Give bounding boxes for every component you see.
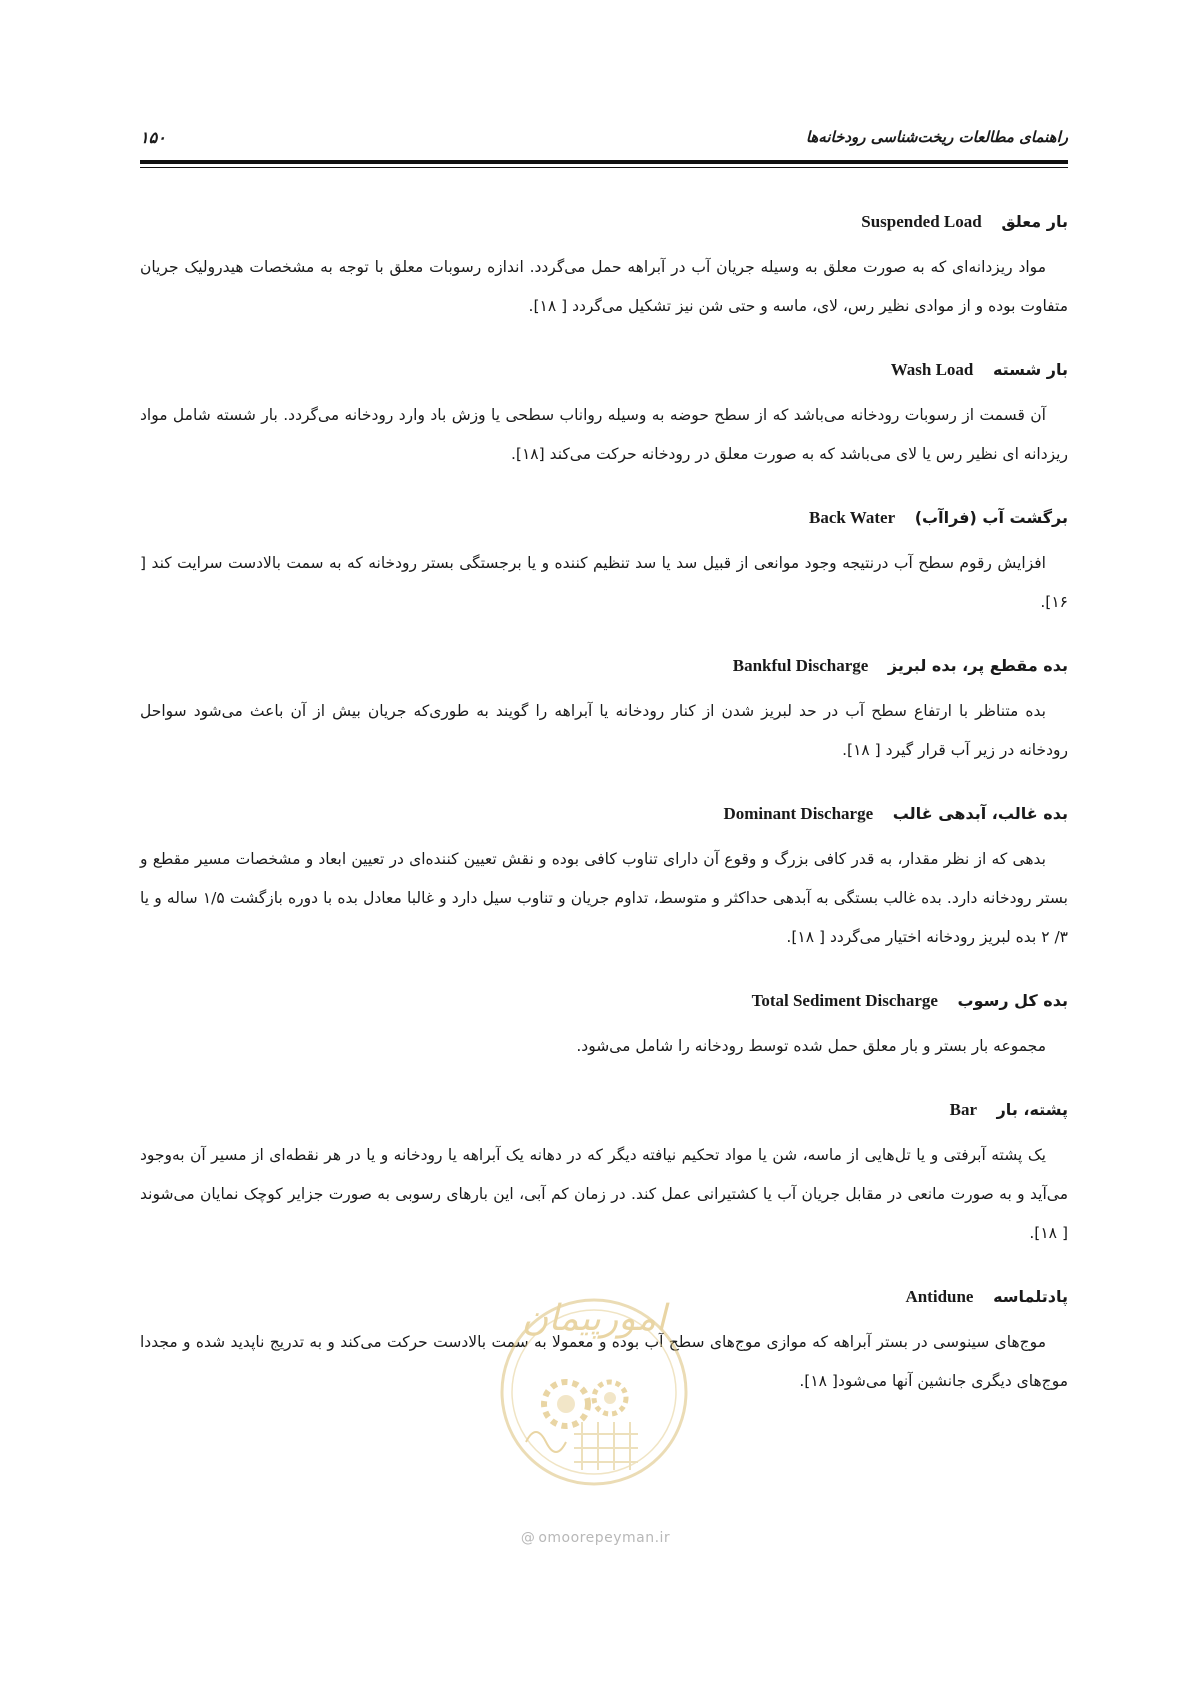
term-persian: بده کل رسوب	[957, 991, 1068, 1010]
watermark-url	[0, 1530, 1191, 1546]
glossary-entry	[140, 206, 1068, 326]
glossary-entry	[140, 985, 1068, 1066]
entry-heading	[140, 798, 1068, 830]
entry-heading	[140, 985, 1068, 1017]
page-header	[140, 128, 1068, 152]
entry-heading	[140, 354, 1068, 386]
entry-definition: یک پشته آبرفتی و یا تل‌هایی از ماسه، شن یا مواد تحکیم نیافته دیگر که در دهانه یک آبراهه یا رودخانه و یا در هر نقطه‌ای از مسیر آن به‌وجود می‌آید و به صورت مانعی در مقابل جریان آب یا کشتیرانی عمل کند. در زمان کم آبی، این بارهای رسوبی به صورت جزایر کوچک نمایان می‌شوند [ ۱۸].	[140, 1146, 1068, 1242]
term-english: Dominant Discharge	[723, 804, 874, 823]
header-rule-thick	[140, 160, 1068, 164]
entry-definition: آن قسمت از رسوبات رودخانه می‌باشد که از سطح حوضه به وسیله رواناب سطحی یا وزش باد وارد رودخانه می‌گردد. بار شسته شامل مواد ریزدانه ای نظیر رس یا لای می‌باشد که به صورت معلق در رودخانه حرکت می‌کند [۱۸].	[140, 406, 1068, 463]
term-english: Bar	[949, 1100, 978, 1119]
glossary-entry	[140, 354, 1068, 474]
entry-heading	[140, 502, 1068, 534]
term-english: Total Sediment Discharge	[751, 991, 938, 1010]
term-persian: بده غالب، آبدهی غالب	[892, 804, 1068, 823]
watermark-logo-text: امورپیمان	[521, 1298, 667, 1339]
entry-definition: مواد ریزدانه‌ای که به صورت معلق به وسیله جریان آب در آبراهه حمل می‌گردد. اندازه رسوبات معلق با توجه به مشخصات هیدرولیک جریان متفاوت بوده و از موادی نظیر رس، لای، ماسه و حتی شن نیز تشکیل می‌گردد [ ۱۸].	[140, 258, 1068, 315]
header-rule-thin	[140, 167, 1068, 168]
term-english: Wash Load	[890, 360, 974, 379]
glossary-entry	[140, 650, 1068, 770]
entry-definition: مجموعه بار بستر و بار معلق حمل شده توسط رودخانه را شامل می‌شود.	[576, 1037, 1046, 1055]
entry-heading	[140, 1281, 1068, 1313]
book-title: راهنمای مطالعات ریخت‌شناسی رودخانه‌ها	[805, 128, 1068, 146]
at-sign-icon: @	[520, 1530, 536, 1546]
glossary-entry	[140, 1094, 1068, 1253]
entry-definition: بده متناظر با ارتفاع سطح آب در حد لبریز شدن از کنار رودخانه یا آبراهه را گویند به طوری‌که جریان بیش از آن باعث می‌شود سواحل رودخانه در زیر آب قرار گیرد [ ۱۸].	[140, 702, 1068, 759]
watermark-url-text: omoorepeyman.ir	[538, 1530, 671, 1546]
glossary-entry	[140, 798, 1068, 957]
entry-heading	[140, 650, 1068, 682]
glossary-entry	[140, 502, 1068, 622]
entry-definition: موج‌های سینوسی در بستر آبراهه که موازی موج‌های سطح آب بوده و معمولا به سمت بالادست حرکت می‌کند و به تدریج ناپدید شده و مجددا موج‌های دیگری جانشین آنها می‌شود[ ۱۸].	[140, 1333, 1068, 1390]
term-persian: پشته، بار	[996, 1100, 1068, 1119]
glossary-entry	[140, 1281, 1068, 1401]
term-persian: بار شسته	[992, 360, 1068, 379]
term-persian: بده مقطع پر، بده لبریز	[887, 656, 1068, 675]
entry-definition: بدهی که از نظر مقدار، به قدر کافی بزرگ و وقوع آن دارای تناوب کافی بوده و نقش تعیین کننده‌ای در تعیین ابعاد و مشخصات مسیر مقطع و بستر رودخانه دارد. بده غالب بستگی به آبدهی حداکثر و متوسط، تداوم جریان و تناوب سیل دارد و غالبا معادل بده با دوره بازگشت ۱/۵ ساله و یا ۳/ ۲ بده لبریز رودخانه اختیار می‌گردد [ ۱۸].	[140, 850, 1068, 946]
page-number: ۱۵۰	[140, 128, 166, 147]
entry-heading	[140, 1094, 1068, 1126]
term-english: Antidune	[905, 1287, 974, 1306]
entry-definition: افزایش رقوم سطح آب درنتیجه وجود موانعی از قبیل سد یا سد تنظیم کننده و یا برجستگی بستر رودخانه که به سمت بالادست سرایت کند [ ۱۶].	[140, 554, 1068, 611]
term-english: Suspended Load	[861, 212, 982, 231]
term-persian: بار معلق	[1001, 212, 1068, 231]
term-english: Bankful Discharge	[732, 656, 869, 675]
term-persian: برگشت آب (فراآب)	[914, 508, 1068, 527]
term-persian: پادتلماسه	[993, 1287, 1068, 1306]
entry-heading	[140, 206, 1068, 238]
term-english: Back Water	[809, 508, 896, 527]
glossary-content	[140, 206, 1068, 1429]
